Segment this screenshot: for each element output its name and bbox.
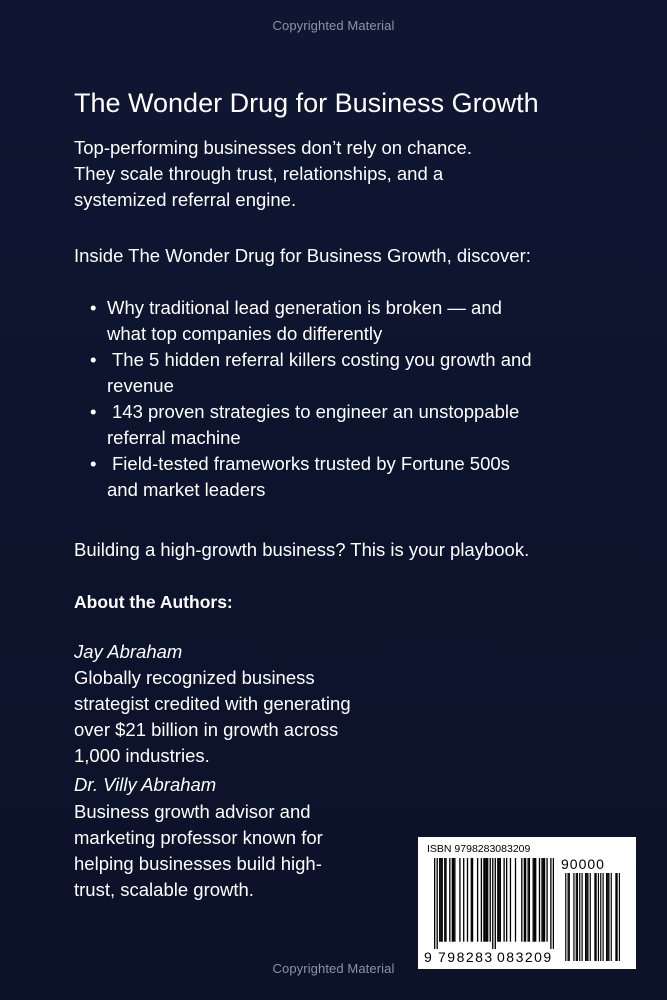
barcode-bar xyxy=(565,873,566,961)
author-bio-line: marketing professor known for xyxy=(74,827,323,848)
watermark-top: Copyrighted Material xyxy=(272,18,395,33)
barcode-bar xyxy=(495,858,496,949)
author-bio-line: helping businesses build high- xyxy=(74,853,322,874)
barcode-bar xyxy=(452,858,453,942)
barcode-bar xyxy=(607,873,608,961)
barcode-main-bars xyxy=(434,858,554,949)
isbn-digits-left: 798283 xyxy=(438,949,494,965)
bullet-icon: • xyxy=(90,453,97,474)
author-bio xyxy=(74,665,351,769)
watermark-bottom: Copyrighted Material xyxy=(272,961,395,976)
list-item-line: The 5 hidden referral killers costing you growth and xyxy=(112,349,532,370)
barcode-bar xyxy=(483,858,484,942)
barcode-bar xyxy=(510,858,511,942)
barcode-bar xyxy=(481,858,482,942)
barcode-bar xyxy=(439,858,440,942)
barcode-bar xyxy=(500,858,501,942)
barcode-bar xyxy=(577,873,578,961)
barcode-bar xyxy=(440,858,441,942)
list-item-line: Why traditional lead generation is broken — and xyxy=(107,297,502,318)
barcode-bar xyxy=(490,858,491,942)
barcode-bar xyxy=(569,873,570,961)
barcode-bar xyxy=(582,873,583,961)
barcode-bar xyxy=(498,858,499,942)
barcode-bar xyxy=(594,873,595,961)
intro-line: Top-performing businesses don’t rely on chance. xyxy=(74,137,472,158)
barcode-bar xyxy=(603,873,604,961)
barcode-bar xyxy=(533,858,534,942)
barcode-bar xyxy=(515,858,516,942)
list-item xyxy=(74,451,634,503)
barcode-bar xyxy=(492,858,493,949)
barcode-bar xyxy=(606,873,607,961)
barcode-bar xyxy=(459,858,460,942)
barcode-bar xyxy=(611,873,612,961)
barcode-bar xyxy=(539,858,540,942)
barcode-bar xyxy=(586,873,587,961)
barcode-bar xyxy=(449,858,450,942)
barcode-bar xyxy=(617,873,618,961)
author-bio xyxy=(74,799,323,903)
about-authors-heading: About the Authors: xyxy=(74,592,233,612)
barcode-bar xyxy=(596,873,597,961)
barcode-bar xyxy=(472,858,473,942)
author-name: Jay Abraham xyxy=(74,641,183,662)
isbn-barcode xyxy=(418,837,636,969)
author-bio-line: over $21 billion in growth across xyxy=(74,719,339,740)
intro-paragraph xyxy=(74,135,614,213)
bullet-icon: • xyxy=(90,297,97,318)
intro-line: systemized referral engine. xyxy=(74,189,297,210)
author-bio-line: strategist credited with generating xyxy=(74,693,351,714)
barcode-bar xyxy=(534,858,535,942)
bullet-icon: • xyxy=(90,401,97,422)
barcode-bar xyxy=(590,873,591,961)
barcode-bar xyxy=(445,858,446,942)
author-bio-line: trust, scalable growth. xyxy=(74,879,254,900)
barcode-bar xyxy=(477,858,478,942)
barcode-bar xyxy=(527,858,528,942)
barcode-bar xyxy=(453,858,454,942)
barcode-bar xyxy=(434,858,435,949)
barcode-bar xyxy=(543,858,544,942)
list-item-line: revenue xyxy=(107,375,174,396)
author-bio-line: Business growth advisor and xyxy=(74,801,311,822)
barcode-bar xyxy=(546,858,547,942)
intro-line: They scale through trust, relationships, and a xyxy=(74,163,444,184)
barcode-bar xyxy=(503,858,504,942)
barcode-bar xyxy=(463,858,464,942)
barcode-bar xyxy=(553,858,554,949)
author-bio-line: Globally recognized business xyxy=(74,667,315,688)
barcode-bar xyxy=(619,873,620,961)
barcode-bar xyxy=(471,858,472,942)
list-item-line: what top companies do differently xyxy=(107,323,383,344)
barcode-bar xyxy=(585,873,586,961)
bullet-icon: • xyxy=(90,349,97,370)
list-item-line: and market leaders xyxy=(107,479,266,500)
barcode-bar xyxy=(544,858,545,942)
barcode-bar xyxy=(608,873,609,961)
barcode-bar xyxy=(573,873,574,961)
list-item xyxy=(74,347,634,399)
barcode-bar xyxy=(615,873,616,961)
isbn-label: ISBN 9798283083209 xyxy=(427,843,531,855)
author-bio-line: 1,000 industries. xyxy=(74,745,210,766)
price-code: 90000 xyxy=(561,856,605,872)
list-item-line: referral machine xyxy=(107,427,241,448)
playbook-line: Building a high-growth business? This is your playbook. xyxy=(74,539,530,560)
barcode-bar xyxy=(529,858,530,942)
barcode-bar xyxy=(485,858,486,942)
isbn-digit-first: 9 xyxy=(424,949,434,965)
barcode-bar xyxy=(444,858,445,942)
barcode-addon-bars xyxy=(564,873,620,961)
barcode-bar xyxy=(579,873,580,961)
barcode-bar xyxy=(541,858,542,942)
barcode-bar xyxy=(506,858,507,942)
barcode-bar xyxy=(454,858,455,942)
barcode-bar xyxy=(550,858,551,949)
isbn-digits-right: 083209 xyxy=(497,949,553,965)
barcode-bar xyxy=(437,858,438,949)
barcode-bar xyxy=(467,858,468,942)
barcode-bar xyxy=(442,858,443,942)
book-title: The Wonder Drug for Business Growth xyxy=(74,88,539,118)
barcode-bar xyxy=(535,858,536,942)
list-item-line: 143 proven strategies to engineer an unstoppable xyxy=(112,401,520,422)
author-name: Dr. Villy Abraham xyxy=(74,774,217,795)
barcode-bar xyxy=(486,858,487,942)
list-item xyxy=(74,399,634,451)
barcode-bar xyxy=(525,858,526,942)
barcode-bar xyxy=(600,873,601,961)
barcode-bar xyxy=(598,873,599,961)
inside-line: Inside The Wonder Drug for Business Growth, discover: xyxy=(74,245,531,266)
barcode-bar xyxy=(587,873,588,961)
barcode-bar xyxy=(576,873,577,961)
barcode-bar xyxy=(521,858,522,942)
barcode-bar xyxy=(497,858,498,942)
feature-list xyxy=(74,295,634,503)
barcode-bar xyxy=(568,873,569,961)
barcode-bar xyxy=(487,858,488,942)
barcode-bar xyxy=(524,858,525,942)
list-item xyxy=(74,295,634,347)
list-item-line: Field-tested frameworks trusted by Fortune 500s xyxy=(112,453,510,474)
